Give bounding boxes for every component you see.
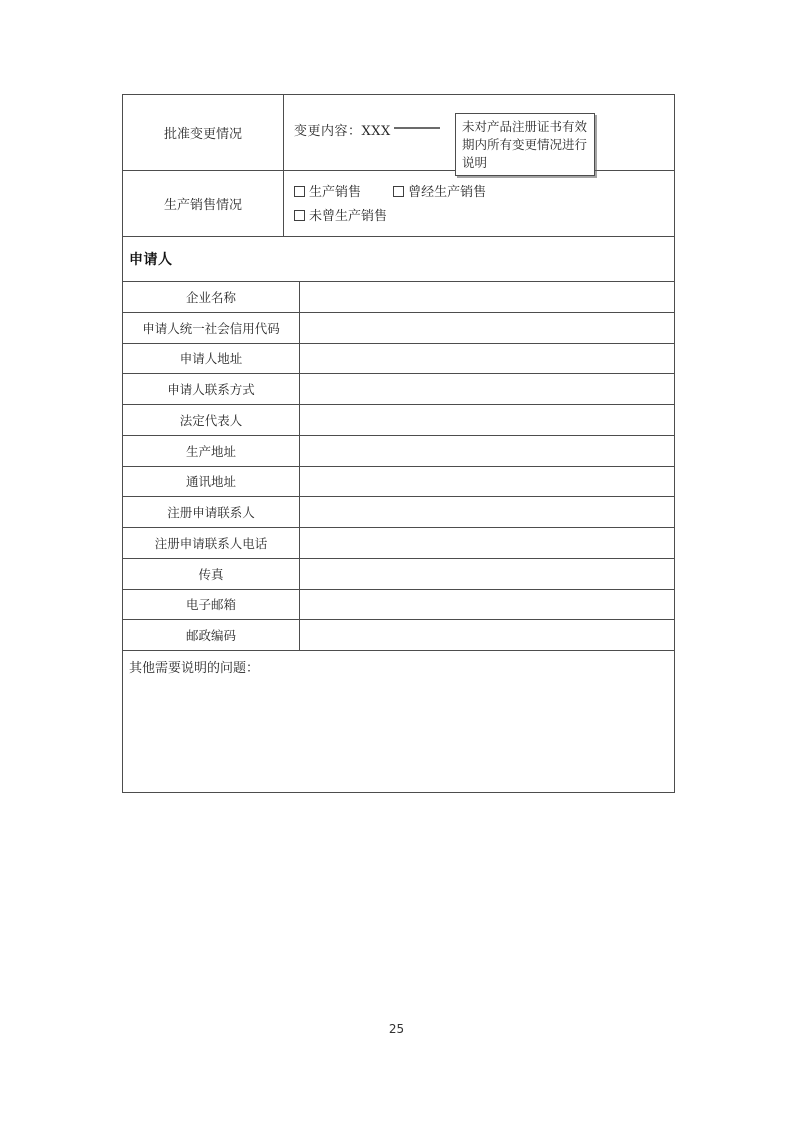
field-label: 注册申请联系人电话: [123, 528, 300, 558]
table-row-applicant-address: [123, 344, 674, 375]
field-value-cell[interactable]: [300, 590, 674, 620]
approved-change-content-cell[interactable]: [284, 95, 674, 170]
field-label: 电子邮箱: [123, 590, 300, 620]
production-sales-row: [123, 171, 674, 237]
field-value-cell[interactable]: [300, 405, 674, 435]
table-row-production-address: [123, 436, 674, 467]
checkbox-option-previously-produced-sold[interactable]: [393, 181, 486, 205]
checkbox-line-1: [294, 181, 674, 205]
field-value-cell[interactable]: [300, 528, 674, 558]
checkbox-line-2: [294, 205, 674, 229]
table-row-legal-representative: [123, 405, 674, 436]
change-content-text: 变更内容：XXX: [294, 124, 391, 139]
callout-connector-line: [394, 127, 440, 129]
table-row-email: [123, 590, 674, 621]
field-value-cell[interactable]: [300, 344, 674, 374]
field-label: 通讯地址: [123, 467, 300, 497]
checkbox-option-never-produced-sold[interactable]: [294, 205, 387, 229]
application-form-table: [122, 94, 675, 793]
checkbox-icon[interactable]: [294, 186, 305, 197]
callout-note-box: 未对产品注册证书有效期内所有变更情况进行说明: [455, 113, 595, 176]
field-value-cell[interactable]: [300, 620, 674, 650]
approved-change-label: 批准变更情况: [123, 95, 284, 170]
field-value-cell[interactable]: [300, 313, 674, 343]
applicant-section-header-row: [123, 237, 674, 282]
field-label: 传真: [123, 559, 300, 589]
applicant-section-title: 申请人: [129, 252, 173, 268]
table-row-applicant-contact: [123, 374, 674, 405]
page-number: 25: [388, 1022, 405, 1036]
table-row-company-name: [123, 282, 674, 313]
checkbox-label: 未曾生产销售: [309, 209, 388, 224]
other-notes-row[interactable]: [123, 651, 674, 792]
field-value-cell[interactable]: [300, 559, 674, 589]
production-sales-label: 生产销售情况: [123, 171, 284, 236]
table-row-registration-contact-phone: [123, 528, 674, 559]
checkbox-icon[interactable]: [294, 210, 305, 221]
field-label: 申请人地址: [123, 344, 300, 374]
field-label: 邮政编码: [123, 620, 300, 650]
table-row-fax: [123, 559, 674, 590]
table-row-registration-contact: [123, 497, 674, 528]
field-value-cell[interactable]: [300, 374, 674, 404]
field-label: 申请人统一社会信用代码: [123, 313, 300, 343]
field-label: 生产地址: [123, 436, 300, 466]
table-row-postal-code: [123, 620, 674, 651]
table-row-mailing-address: [123, 467, 674, 498]
table-row-credit-code: [123, 313, 674, 344]
production-sales-options: [284, 171, 674, 236]
field-label: 企业名称: [123, 282, 300, 312]
checkbox-option-produced-sold[interactable]: [294, 181, 361, 205]
checkbox-icon[interactable]: [393, 186, 404, 197]
approved-change-row: [123, 95, 674, 171]
field-value-cell[interactable]: [300, 467, 674, 497]
field-label: 法定代表人: [123, 405, 300, 435]
checkbox-label: 生产销售: [309, 185, 362, 200]
checkbox-label: 曾经生产销售: [408, 185, 487, 200]
field-value-cell[interactable]: [300, 497, 674, 527]
field-value-cell[interactable]: [300, 436, 674, 466]
field-label: 申请人联系方式: [123, 374, 300, 404]
field-value-cell[interactable]: [300, 282, 674, 312]
field-label: 注册申请联系人: [123, 497, 300, 527]
other-notes-label: 其他需要说明的问题：: [129, 661, 260, 676]
